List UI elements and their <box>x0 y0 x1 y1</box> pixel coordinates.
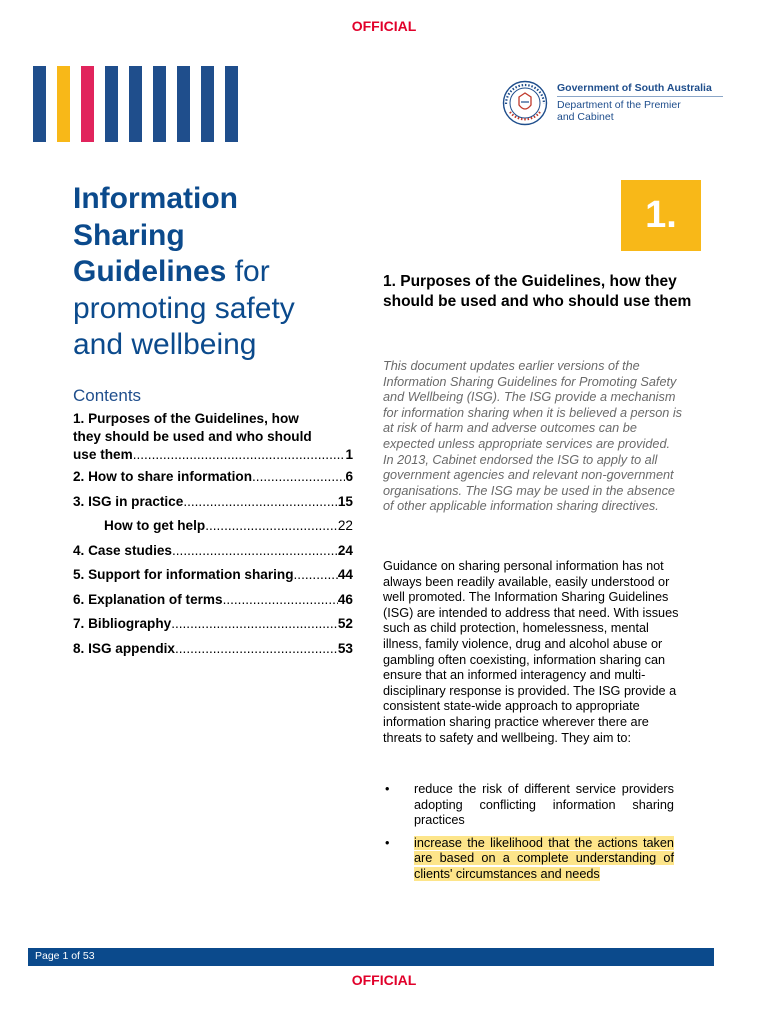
toc-page-number: 24 <box>337 542 353 558</box>
toc-label: 5. Support for information sharing <box>73 567 294 582</box>
toc-label: 2. How to share information <box>73 469 253 484</box>
toc-leader <box>133 446 346 464</box>
section-number-badge: 1. <box>621 180 701 251</box>
toc-page-number: 46 <box>337 591 353 607</box>
toc-label: 4. Case studies <box>73 542 172 558</box>
section-body: Guidance on sharing personal information has not always been readily available, easily understood or well promoted. The Information Sharing Guidelines (ISG) are intended to address that need. With issues such as child protection, homelessness, mental illness, family violence, drug and alcohol abuse or gambling often coexisting, information sharing can ensure that an informed interagency and multi-disciplinary response is provided. The ISG provide a consistent state-wide approach to appropriate information sharing practice wherever there are threats to safety and wellbeing. They aim to: <box>383 559 679 745</box>
south-australia-crest-icon <box>502 80 548 126</box>
toc-page-number: 44 <box>337 567 353 582</box>
footer-bar <box>28 948 714 966</box>
toc-label: 6. Explanation of terms <box>73 591 223 607</box>
toc-leader <box>172 543 338 559</box>
toc-leader <box>183 494 338 510</box>
toc-label: How to get help <box>104 518 206 533</box>
brand-bar <box>33 66 46 142</box>
brand-bar <box>57 66 70 142</box>
toc-leader <box>205 518 338 534</box>
toc-item-3[interactable] <box>73 494 353 510</box>
toc-page-number: 53 <box>337 640 353 656</box>
toc-label: 3. ISG in practice <box>73 493 184 509</box>
brand-bar <box>105 66 118 142</box>
toc-item-1-line-1: 1. Purposes of the Guidelines, how <box>73 411 299 426</box>
brand-bars <box>33 66 235 142</box>
toc-page-number: 15 <box>337 493 353 509</box>
toc-leader <box>223 592 338 608</box>
brand-bar <box>225 66 238 142</box>
document-title <box>73 181 343 364</box>
toc-leader <box>252 469 345 485</box>
aims-item-text: reduce the risk of different service providers adopting conflicting information sharing practices <box>414 782 674 827</box>
aims-list-item <box>385 782 674 829</box>
toc-page-number: 6 <box>345 469 353 484</box>
toc-page-number: 1 <box>345 447 353 462</box>
classification-header: OFFICIAL <box>351 18 417 34</box>
aims-item-text-highlighted: increase the likelihood that the actions taken are based on a complete understanding of clients' circumstances and needs <box>414 835 674 881</box>
toc-label: 8. ISG appendix <box>73 640 175 656</box>
section-heading: 1. Purposes of the Guidelines, how they should be used and who should use them <box>383 273 692 310</box>
department-line-1: Department of the Premier <box>557 99 681 111</box>
toc-item-1-line-2: they should be used and who should <box>73 429 312 444</box>
toc-item-1[interactable] <box>73 410 353 464</box>
toc-label: 7. Bibliography <box>73 616 172 631</box>
department-line-2: and Cabinet <box>557 111 614 123</box>
title-bold-line-3: Guidelines <box>73 255 227 288</box>
toc-page-number: 52 <box>337 616 353 631</box>
toc-item-7[interactable] <box>73 616 353 632</box>
title-rest: for promoting safety and wellbeing <box>73 255 295 361</box>
table-of-contents <box>73 410 353 665</box>
toc-item-2[interactable] <box>73 469 353 485</box>
toc-page-number: 22 <box>337 518 353 533</box>
section-intro: This document updates earlier versions of the Information Sharing Guidelines for Promoting Safety and Wellbeing (ISG). The ISG provide a mechanism for information sharing when it is believed a person is at risk of harm and adverse outcomes can be expected unless appropriate services are provided. In 2013, Cabinet endorsed the ISG to apply to all government agencies and relevant non-government organisations. The ISG may be used in the absence of other applicable information sharing directives. <box>383 359 683 514</box>
page-number-label: Page 1 of 53 <box>35 950 95 962</box>
toc-leader <box>175 641 338 657</box>
toc-item-4[interactable] <box>73 543 353 559</box>
government-logo <box>502 80 732 128</box>
contents-heading: Contents <box>73 386 142 405</box>
brand-bar <box>153 66 166 142</box>
brand-bar <box>201 66 214 142</box>
toc-item-1-line-3: use them <box>73 447 133 462</box>
brand-bar <box>129 66 142 142</box>
logo-divider <box>557 96 723 97</box>
toc-leader <box>171 616 338 632</box>
toc-leader <box>294 567 338 583</box>
toc-item-6[interactable] <box>73 592 353 608</box>
aims-list-item <box>385 836 674 883</box>
government-name: Government of South Australia <box>557 82 712 94</box>
brand-bar <box>177 66 190 142</box>
toc-subitem-get-help[interactable] <box>73 518 353 534</box>
classification-footer: OFFICIAL <box>351 972 417 988</box>
title-bold-line-2: Sharing <box>73 218 185 252</box>
toc-item-8[interactable] <box>73 641 353 657</box>
brand-bar <box>81 66 94 142</box>
title-bold-line-1: Information <box>73 182 238 215</box>
aims-list <box>385 782 674 889</box>
toc-item-5[interactable] <box>73 567 353 583</box>
